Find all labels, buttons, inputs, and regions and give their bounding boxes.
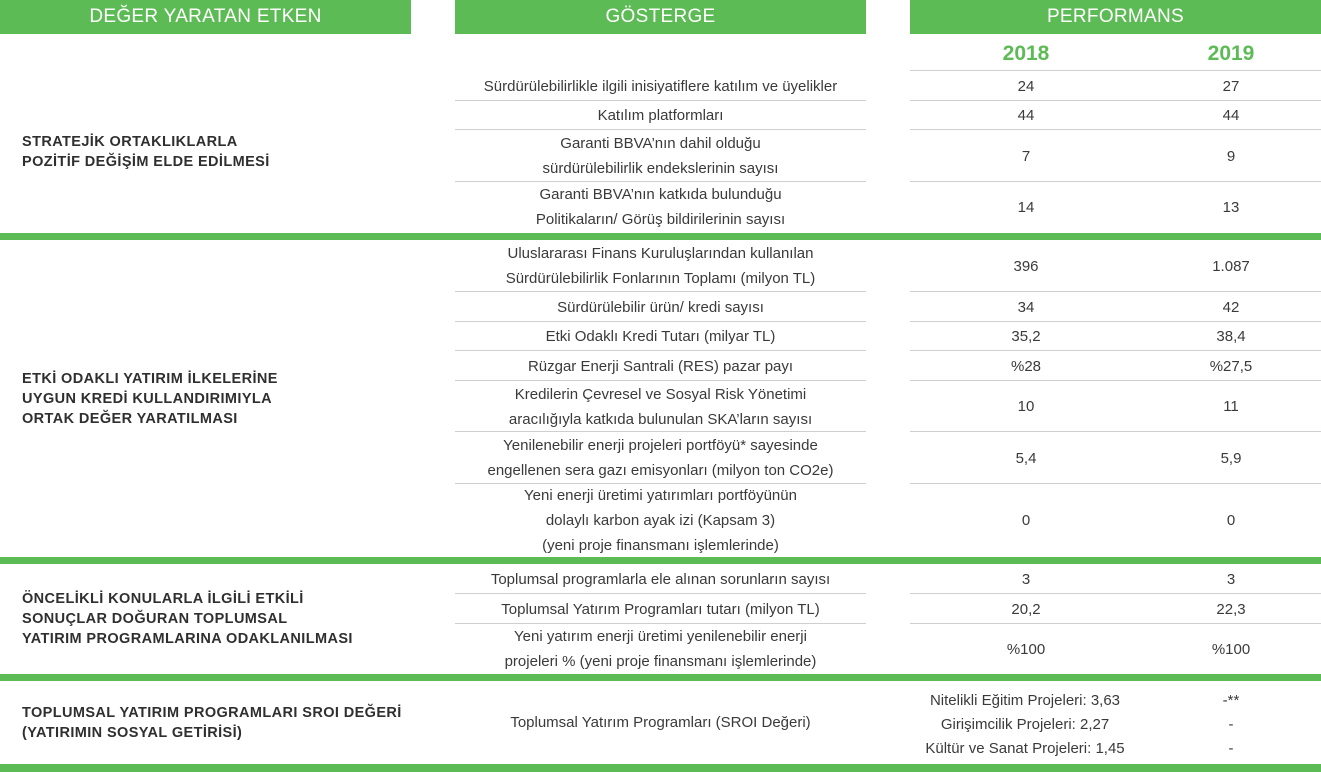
indicator-label: Uluslararası Finans Kuruluşlarından kullanılan Sürdürülebilirlik Fonlarının Toplamı (milyon TL) (505, 245, 816, 287)
value-2018: 24 (1017, 78, 1035, 95)
year-2018: 2018 (1002, 42, 1050, 65)
value-2018: 34 (1017, 298, 1035, 316)
table-row (455, 322, 1321, 351)
value-2019: 3 (1226, 570, 1236, 588)
table-row (455, 432, 1321, 484)
value-2019: 5,9 (1220, 449, 1242, 467)
header-performance: PERFORMANS (910, 0, 1321, 34)
table-row (455, 624, 1321, 674)
value-2019: 38,4 (1216, 328, 1246, 345)
driver-impact-investment: ETKİ ODAKLI YATIRIM İLKELERİNE UYGUN KREDİ KULLANDIRIMIYLA ORTAK DEĞER YARATILMASI (22, 370, 278, 427)
value-2018: 44 (1017, 107, 1035, 124)
indicator-label: Yenilenebilir enerji projeleri portföyü* sayesinde engellenen sera gazı emisyonları (milyon ton CO2e) (487, 437, 834, 479)
table-row (455, 564, 1321, 594)
driver-strategic-partnerships: STRATEJİK ORTAKLIKLARLA POZİTİF DEĞİŞİM ELDE EDİLMESİ (22, 134, 270, 170)
value-2019: %27,5 (1209, 357, 1253, 375)
value-2019: 1.087 (1212, 257, 1250, 275)
indicator-label: Rüzgar Enerji Santrali (RES) pazar payı (527, 357, 794, 375)
table-row (455, 594, 1321, 624)
table-row (455, 101, 1321, 130)
header-indicator: GÖSTERGE (455, 0, 866, 34)
table-row (455, 292, 1321, 322)
value-2018: 14 (1017, 198, 1035, 216)
sroi-values-2019: -** - - (1222, 692, 1240, 757)
indicator-label: Toplumsal Yatırım Programları tutarı (milyon TL) (501, 600, 820, 618)
value-2019: 42 (1222, 298, 1240, 316)
table-row (455, 182, 1321, 232)
indicator-label: Kredilerin Çevresel ve Sosyal Risk Yönetimi aracılığıyla katkıda bulunulan SKA’ların sayısı (508, 385, 813, 428)
driver-social-investment: ÖNCELİKLİ KONULARLA İLGİLİ ETKİLİ SONUÇLAR DOĞURAN TOPLUMSAL YATIRIM PROGRAMLARINA ODAKLANILMASI (22, 591, 353, 647)
value-2019: 0 (1226, 512, 1236, 529)
value-2018: 35,2 (1011, 328, 1041, 345)
value-2019: 27 (1222, 78, 1240, 95)
indicator-label: Yeni enerji üretimi yatırımları portföyünün dolaylı karbon ayak izi (Kapsam 3) (yeni proje finansmanı işlemlerinde) (524, 487, 797, 554)
table-row (455, 240, 1321, 292)
indicator-label: Sürdürülebilirlikle ilgili inisiyatiflere katılım ve üyelikler (483, 78, 838, 95)
indicator-label: Garanti BBVA’nın katkıda bulunduğu Politikaların/ Görüş bildirilerinin sayısı (535, 186, 786, 228)
value-2018: %28 (1010, 357, 1042, 375)
value-2019: 13 (1222, 198, 1240, 216)
section-divider (0, 674, 1321, 681)
sroi-values-2018: Nitelikli Eğitim Projeleri: 3,63 Girişimcilik Projeleri: 2,27 Kültür ve Sanat Projeleri: 1,45 (925, 692, 1125, 757)
value-2018: 0 (1021, 512, 1031, 529)
indicator-label: Toplumsal programlarla ele alınan sorunların sayısı (490, 570, 831, 588)
indicator-label: Katılım platformları (597, 107, 724, 124)
indicator-label: Yeni yatırım enerji üretimi yenilenebilir enerji projeleri % (yeni proje finansmanı işlemlerinde) (504, 628, 817, 670)
value-2019: 9 (1226, 147, 1236, 165)
value-2019: 11 (1223, 398, 1239, 415)
value-2018: %100 (1006, 640, 1046, 658)
value-2019: 22,3 (1216, 600, 1246, 618)
indicator-label: Toplumsal Yatırım Programları (SROI Değeri) (510, 714, 811, 731)
indicator-label: Sürdürülebilir ürün/ kredi sayısı (557, 298, 764, 316)
value-2018: 5,4 (1015, 449, 1037, 467)
section-divider (0, 557, 1321, 564)
value-2019: %100 (1211, 640, 1251, 658)
value-2018: 3 (1021, 570, 1031, 588)
indicator-label: Etki Odaklı Kredi Tutarı (milyar TL) (545, 328, 776, 345)
year-divider (910, 70, 1321, 71)
value-2018: 396 (1013, 257, 1039, 275)
table-row (455, 351, 1321, 381)
year-2019: 2019 (1207, 42, 1255, 65)
value-2018: 7 (1021, 147, 1031, 165)
indicator-label: Garanti BBVA’nın dahil olduğu sürdürülebilirlik endekslerinin sayısı (542, 135, 779, 177)
value-2019: 44 (1222, 107, 1240, 124)
driver-sroi: TOPLUMSAL YATIRIM PROGRAMLARI SROI DEĞERİ (YATIRIMIN SOSYAL GETİRİSİ) (22, 704, 402, 741)
value-2018: 20,2 (1011, 600, 1041, 618)
table-row (455, 130, 1321, 182)
header-driver: DEĞER YARATAN ETKEN (0, 0, 411, 34)
value-2018: 10 (1017, 398, 1035, 415)
section-divider (0, 233, 1321, 240)
table-row (455, 381, 1321, 432)
table-row (455, 72, 1321, 101)
section-divider (0, 764, 1321, 772)
table-row (455, 484, 1321, 557)
